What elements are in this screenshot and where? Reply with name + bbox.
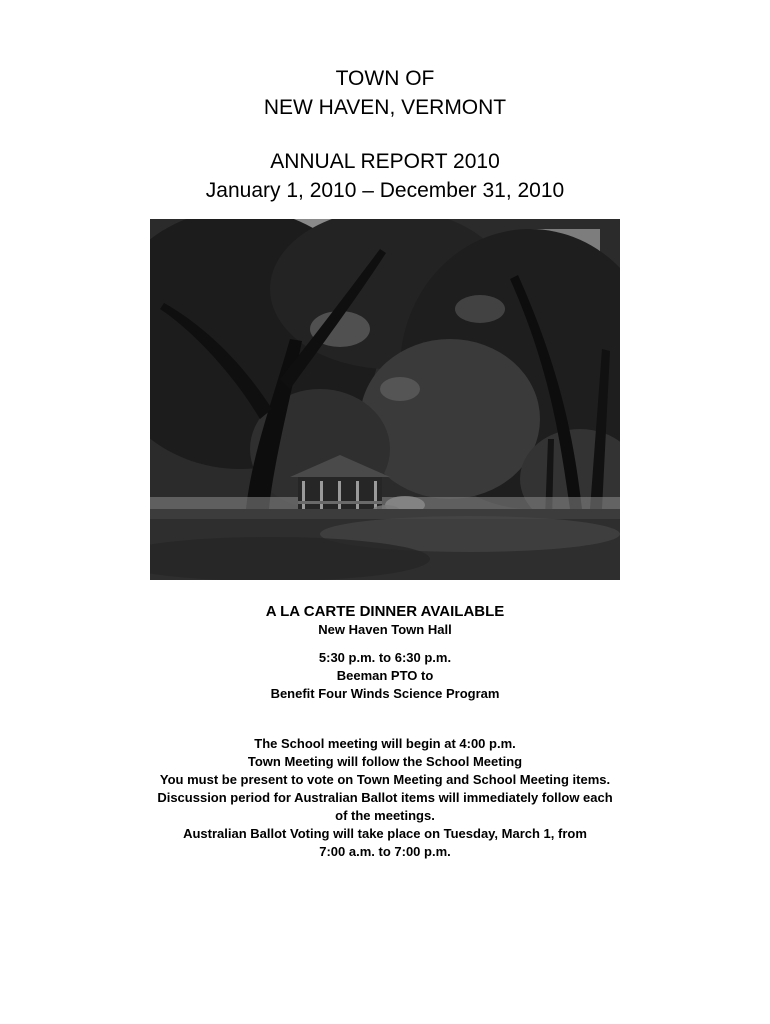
event-info-block xyxy=(0,602,770,861)
meeting-line: Australian Ballot Voting will take place on Tuesday, March 1, from xyxy=(183,826,587,841)
dinner-heading: A LA CARTE DINNER AVAILABLE xyxy=(265,603,505,620)
meeting-line: The School meeting will begin at 4:00 p.m. xyxy=(254,736,516,751)
title-annual-report: ANNUAL REPORT 2010 xyxy=(270,150,500,173)
title-town-of: TOWN OF xyxy=(335,67,435,90)
meeting-line: of the meetings. xyxy=(335,808,435,823)
meeting-line: Discussion period for Australian Ballot items will immediately follow each xyxy=(157,790,613,805)
title-town-name: NEW HAVEN, VERMONT xyxy=(263,96,507,119)
meeting-line: 7:00 a.m. to 7:00 p.m. xyxy=(319,844,451,859)
title-block xyxy=(0,64,770,205)
park-photo-illustration xyxy=(150,219,620,580)
meeting-line: Town Meeting will follow the School Meeting xyxy=(247,754,523,769)
title-date-range: January 1, 2010 – December 31, 2010 xyxy=(205,179,565,202)
park-gazebo-photo xyxy=(150,219,620,580)
dinner-benefit: Benefit Four Winds Science Program xyxy=(270,686,500,701)
spacer xyxy=(0,703,770,735)
dinner-location: New Haven Town Hall xyxy=(318,622,452,637)
spacer xyxy=(0,639,770,649)
title-spacer xyxy=(0,122,770,147)
dinner-time: 5:30 p.m. to 6:30 p.m. xyxy=(318,650,452,665)
dinner-host: Beeman PTO to xyxy=(336,668,434,683)
meeting-line: You must be present to vote on Town Meeting and School Meeting items. xyxy=(159,772,611,787)
